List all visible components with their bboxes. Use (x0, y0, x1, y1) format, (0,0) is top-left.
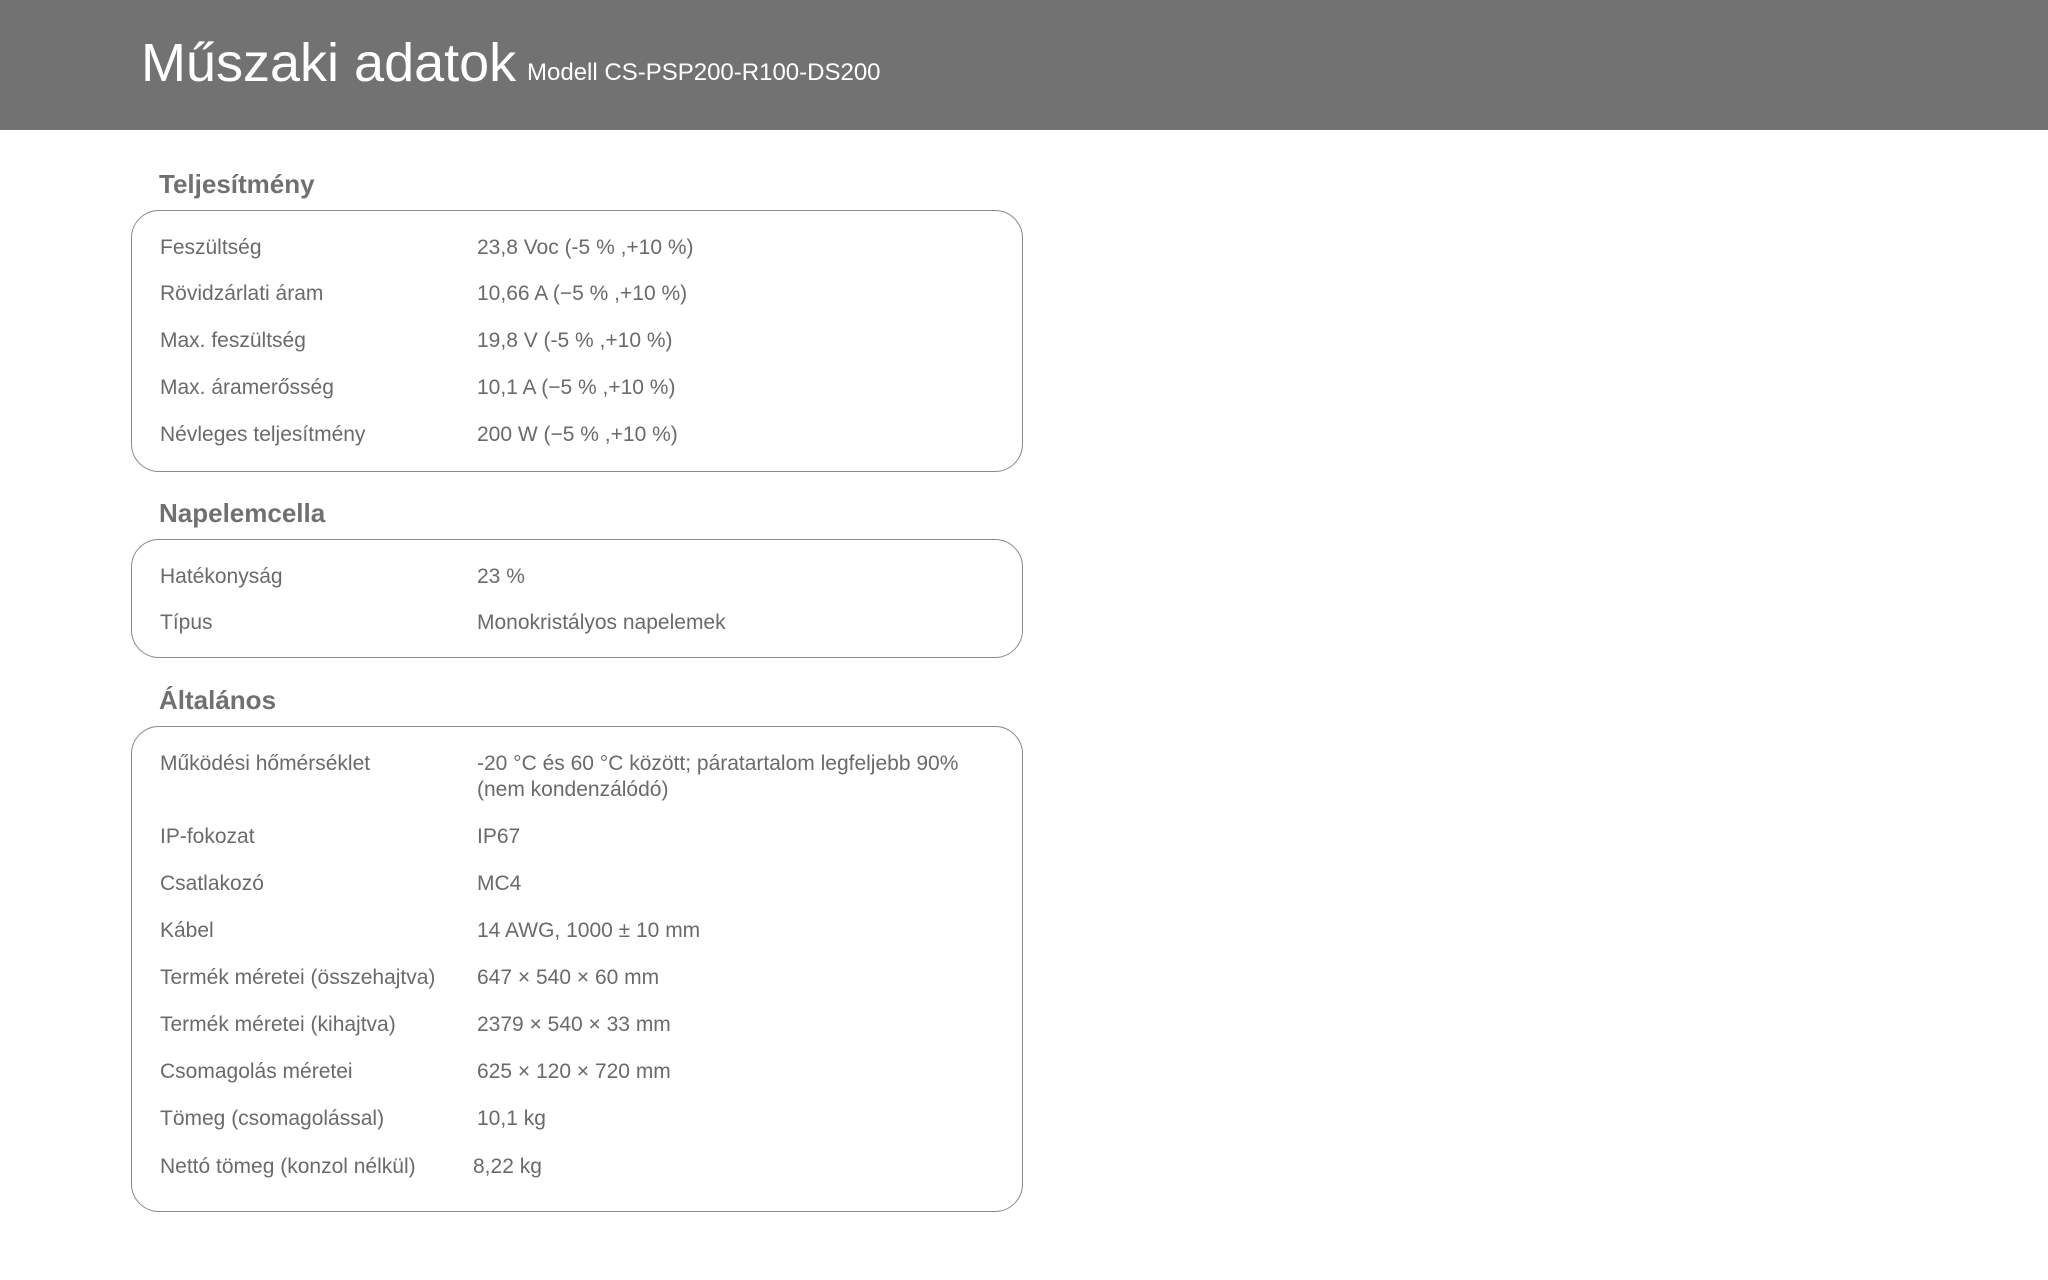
section-title-performance: Teljesítmény (159, 169, 315, 199)
spec-box-performance (131, 210, 1023, 472)
page-title: Műszaki adatok (141, 33, 517, 93)
spec-label: Tömeg (csomagolással) (160, 1107, 385, 1130)
spec-value: IP67 (477, 825, 521, 848)
spec-label: Nettó tömeg (konzol nélkül) (160, 1155, 416, 1178)
spec-value: 8,22 kg (473, 1155, 542, 1178)
spec-value: 23,8 Voc (-5 % ,+10 %) (477, 236, 694, 259)
spec-value: 625 × 120 × 720 mm (477, 1060, 671, 1083)
model-subtitle: Modell CS-PSP200-R100-DS200 (527, 59, 881, 86)
spec-value: MC4 (477, 872, 522, 895)
spec-label: Termék méretei (kihajtva) (160, 1013, 396, 1036)
spec-value: 10,66 A (−5 % ,+10 %) (477, 282, 688, 305)
spec-value: 2379 × 540 × 33 mm (477, 1013, 671, 1036)
spec-value: 14 AWG, 1000 ± 10 mm (477, 919, 701, 942)
spec-label: Csomagolás méretei (160, 1060, 353, 1083)
spec-value: Monokristályos napelemek (477, 611, 726, 634)
page-header (0, 0, 2048, 130)
spec-box-solar-cell (131, 539, 1023, 658)
spec-value: 200 W (−5 % ,+10 %) (477, 423, 678, 446)
spec-value: 10,1 kg (477, 1107, 546, 1130)
spec-label: Max. feszültség (160, 329, 306, 352)
spec-box-general (131, 726, 1023, 1212)
spec-label: Csatlakozó (160, 872, 264, 895)
spec-value: -20 °C és 60 °C között; páratartalom legfeljebb 90% (nem kondenzálódó) (477, 752, 959, 801)
spec-label: Működési hőmérséklet (160, 752, 371, 775)
spec-label: Hatékonyság (160, 565, 283, 588)
spec-label: Rövidzárlati áram (160, 282, 324, 305)
section-title-general: Általános (159, 685, 277, 715)
spec-value: 10,1 A (−5 % ,+10 %) (477, 376, 676, 399)
spec-label: Max. áramerősség (160, 376, 334, 399)
spec-value: 23 % (477, 565, 525, 588)
spec-label: Kábel (160, 919, 214, 942)
section-title-solar-cell: Napelemcella (159, 498, 326, 528)
spec-label: Névleges teljesítmény (160, 423, 366, 446)
spec-label: Típus (160, 611, 213, 634)
spec-label: IP-fokozat (160, 825, 255, 848)
spec-label: Termék méretei (összehajtva) (160, 966, 436, 989)
spec-value: 647 × 540 × 60 mm (477, 966, 660, 989)
spec-value: 19,8 V (-5 % ,+10 %) (477, 329, 673, 352)
spec-label: Feszültség (160, 236, 262, 259)
